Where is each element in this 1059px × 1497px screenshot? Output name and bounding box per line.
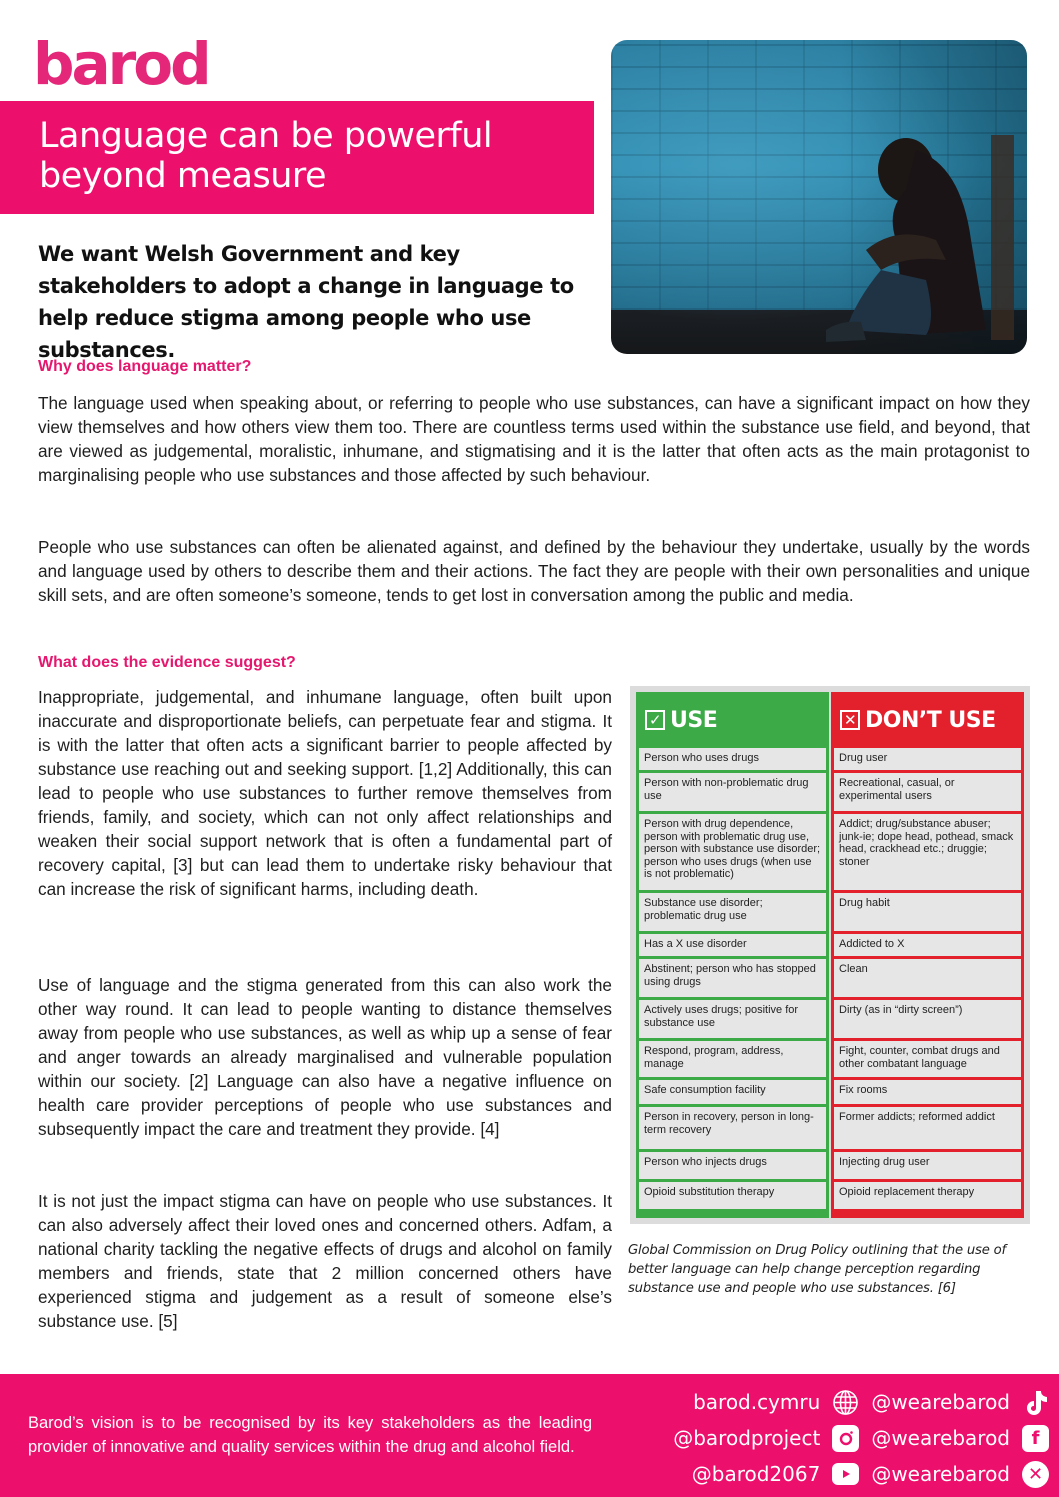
use-term-cell: Person with drug dependence, person with problematic drug use, person with substance use disorder; person who uses drugs (when use is not problematic) bbox=[639, 814, 826, 890]
section-heading-evidence: What does the evidence suggest? bbox=[38, 654, 296, 671]
social-links bbox=[619, 1384, 1049, 1492]
use-term-cell: Substance use disorder; problematic drug use bbox=[639, 893, 826, 931]
dont-use-term-cell: Drug user bbox=[834, 748, 1021, 770]
x-icon: ✕ bbox=[1022, 1461, 1049, 1488]
use-header-label: USE bbox=[670, 707, 718, 733]
tiktok-icon bbox=[1022, 1389, 1049, 1416]
use-term-cell: Actively uses drugs; positive for substance use bbox=[639, 1000, 826, 1038]
paragraph: Use of language and the stigma generated from this can also work the other way round. It can lead to people wanting to distance themselves away from people who use substances, as well as whip up a sense of fear and anger towards an already marginalised and vulnerable population within our society. [2] Language can also have a negative influence on health care provider perceptions of people who use substances and subsequently impact the care and treatment they provide. [4] bbox=[38, 975, 612, 1139]
dont-use-term-cell: Clean bbox=[834, 959, 1021, 997]
social-row bbox=[619, 1384, 1049, 1420]
dont-use-term-cell: Injecting drug user bbox=[834, 1152, 1021, 1179]
dont-use-term-cell: Opioid replacement therapy bbox=[834, 1182, 1021, 1209]
use-term-cell: Has a X use disorder bbox=[639, 934, 826, 956]
dont-use-header-label: DON’T USE bbox=[865, 707, 996, 733]
use-term-cell: Person who uses drugs bbox=[639, 748, 826, 770]
facebook-handle[interactable]: @wearebarod bbox=[871, 1426, 1010, 1450]
dont-use-term-cell: Dirty (as in “dirty screen”) bbox=[834, 1000, 1021, 1038]
use-header bbox=[639, 695, 826, 745]
dont-use-term-cell: Recreational, casual, or experimental users bbox=[834, 773, 1021, 811]
globe-icon bbox=[832, 1389, 859, 1416]
language-comparison-table bbox=[630, 686, 1030, 1224]
x-handle[interactable]: @wearebarod bbox=[871, 1462, 1010, 1486]
dont-use-term-cell: Fight, counter, combat drugs and other combatant language bbox=[834, 1041, 1021, 1077]
social-row bbox=[619, 1420, 1049, 1456]
use-term-cell: Person with non-problematic drug use bbox=[639, 773, 826, 811]
vision-statement: Barod’s vision is to be recognised by its key stakeholders as the leading provider of innovative and quality services within the drug and alcohol field. bbox=[28, 1414, 592, 1456]
intro-statement: We want Welsh Government and key stakeholders to adopt a change in language to help reduce stigma among people who use substances. bbox=[38, 242, 574, 362]
social-row bbox=[619, 1456, 1049, 1492]
use-term-cell: Opioid substitution therapy bbox=[639, 1182, 826, 1209]
dont-use-header bbox=[834, 695, 1021, 745]
dont-use-term-cell: Former addicts; reformed addict bbox=[834, 1107, 1021, 1149]
page-title: Language can be powerful beyond measure bbox=[39, 116, 493, 196]
tiktok-handle[interactable]: @wearebarod bbox=[871, 1390, 1010, 1414]
use-term-cell: Person in recovery, person in long-term recovery bbox=[639, 1107, 826, 1149]
use-term-cell: Abstinent; person who has stopped using drugs bbox=[639, 959, 826, 997]
youtube-handle[interactable]: @barod2067 bbox=[691, 1462, 821, 1486]
facebook-icon: f bbox=[1022, 1425, 1049, 1452]
instagram-icon bbox=[832, 1425, 859, 1452]
use-term-cell: Respond, program, address, manage bbox=[639, 1041, 826, 1077]
use-term-cell: Safe consumption facility bbox=[639, 1080, 826, 1104]
paragraph: It is not just the impact stigma can have on people who use substances. It can also adversely affect their loved ones and concerned others. Adfam, a national charity tackling the negative effects of drugs and alcohol on family members and friends, state that 2 million concerned others have experienced stigma and judgement as a result of someone else’s substance use. [5] bbox=[38, 1191, 612, 1331]
dont-use-term-cell: Addict; drug/substance abuser; junk-ie; dope head, pothead, smack head, crackhead etc.; druggie; stoner bbox=[834, 814, 1021, 890]
paragraph: Inappropriate, judgemental, and inhumane language, often built upon inaccurate and disproportionate beliefs, can perpetuate fear and stigma. It is with the latter that often acts a significant barrier to people affected by substance use reaching out and seeking support. [1,2] Additionally, this can lead to people who use substances to further remove themselves from friends, family, and society, which can not only affect relationships and weaken their social support network that is often a fundamental part of recovery capital, [3] but can lead them to undertake risky behaviour that can increase the risk of significant harms, including death. bbox=[38, 687, 612, 899]
footer bbox=[0, 1374, 1059, 1497]
checkbox-cross-icon: ✕ bbox=[840, 710, 860, 730]
use-term-cell: Person who injects drugs bbox=[639, 1152, 826, 1179]
title-band bbox=[0, 101, 594, 214]
sitting-person-silhouette bbox=[786, 130, 1016, 345]
instagram-handle[interactable]: @barodproject bbox=[673, 1426, 821, 1450]
dont-use-term-cell: Addicted to X bbox=[834, 934, 1021, 956]
hero-photo bbox=[611, 40, 1027, 354]
youtube-icon bbox=[832, 1461, 859, 1488]
dont-use-column bbox=[831, 692, 1024, 1218]
dont-use-term-cell: Drug habit bbox=[834, 893, 1021, 931]
paragraph: People who use substances can often be alienated against, and defined by the behaviour they undertake, usually by the words and language used by others to describe them and their actions. The fact they are people with their own personalities and unique skill sets, and are often someone’s someone, tends to get lost in conversation among the public and media. bbox=[38, 537, 1030, 605]
barod-logo: barod bbox=[33, 30, 209, 98]
website-link[interactable]: barod.cymru bbox=[693, 1390, 821, 1414]
dont-use-term-cell: Fix rooms bbox=[834, 1080, 1021, 1104]
checkbox-tick-icon: ✓ bbox=[645, 710, 665, 730]
table-caption: Global Commission on Drug Policy outlining that the use of better language can help change perception regarding substance use and people who use substances. [6] bbox=[628, 1243, 1006, 1296]
section-heading-why: Why does language matter? bbox=[38, 358, 252, 375]
paragraph: The language used when speaking about, or referring to people who use substances, can have a significant impact on how they view themselves and how others view them too. There are countless terms used within the substance use field, and beyond, that are viewed as judgemental, moralistic, inhumane, and stigmatising and it is the latter that often acts as the main protagonist to marginalising people who use substances and those affected by such behaviour. bbox=[38, 393, 1030, 485]
use-column bbox=[636, 692, 829, 1218]
